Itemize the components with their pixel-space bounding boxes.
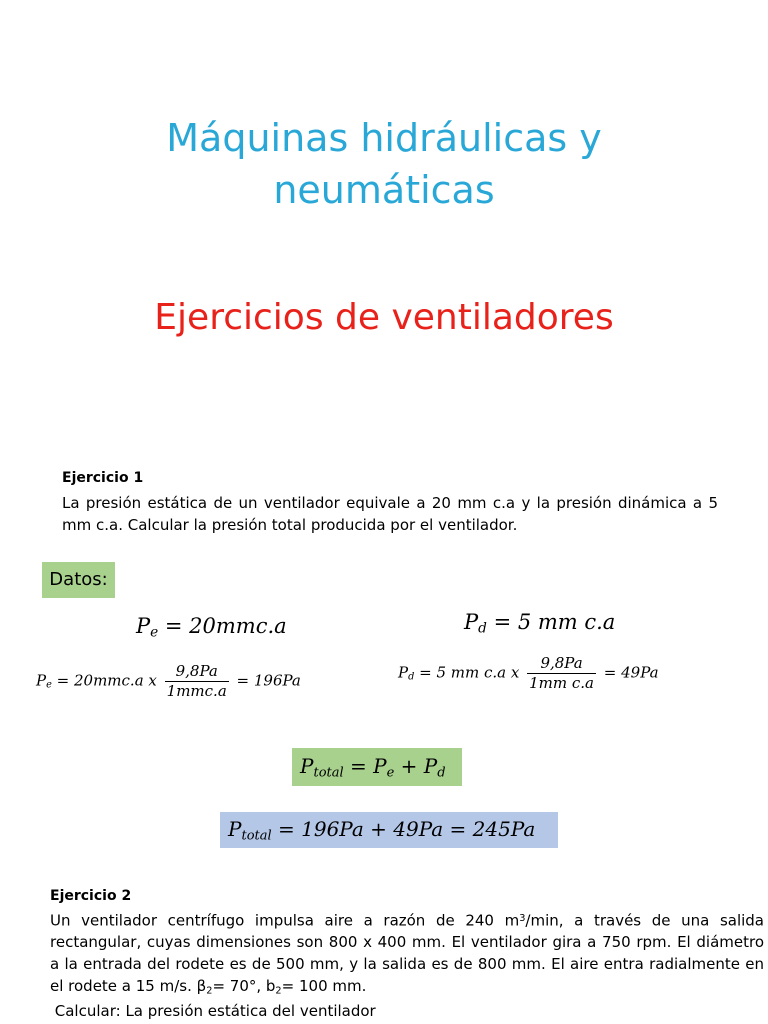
pe-conversion-equation: $P_e = 20mmc.a$ x $\frac{9,8Pa}{\text{1mmc.a}}$ = 196Pa: [36, 662, 301, 700]
pd-given-equation: $P_d = 5$ mm c.a: [464, 610, 616, 637]
page-subtitle: Ejercicios de ventiladores: [154, 297, 614, 338]
exercise1-heading: Ejercicio 1: [62, 470, 144, 486]
exercise2-text: Un ventilador centrífugo impulsa aire a razón de 240 $m^3/\min$, a través de una salida rectangular, cuyas dimensiones son 800 x 400 mm. El ventilador gira a 750 rpm. El diámetro a la entrada del rodete es de 500 mm, y la salida es de 800 mm. El aire entra radialmente en el rodete a 15 m/s. $\beta_2= 70^\circ$, $b_2= 100$ mm.: [50, 911, 764, 997]
total-formula: $P_{total} = P_e + P_d$: [300, 754, 446, 781]
title-line-1: Máquinas hidráulicas y: [166, 116, 602, 160]
exercise2-heading: Ejercicio 2: [50, 888, 132, 904]
page-title: [0, 112, 768, 216]
pe-fraction: $\frac{9,8Pa}{\text{1mmc.a}}$: [166, 662, 227, 700]
pd-conversion-equation: $P_d = 5$ mm c.a x $\frac{9,8Pa}{\text{1mm c.a}}$ = 49Pa: [398, 654, 659, 692]
exercise2-calc-line: Calcular: La presión estática del ventilador: [50, 1002, 376, 1020]
pe-given-equation: $P_e = 20mmc.a$: [136, 614, 287, 641]
title-line-2: neumáticas: [273, 168, 495, 212]
total-result: $P_{total} = 196Pa + 49Pa = 245Pa$: [228, 817, 536, 844]
exercise1-text: La presión estática de un ventilador equivale a 20 mm c.a y la presión dinámica a 5 mm c.a. Calcular la presión total producida por el ventilador.: [62, 494, 718, 534]
pd-fraction: $\frac{9,8Pa}{\text{1mm c.a}}$: [529, 654, 594, 692]
datos-label: Datos:: [42, 562, 115, 598]
